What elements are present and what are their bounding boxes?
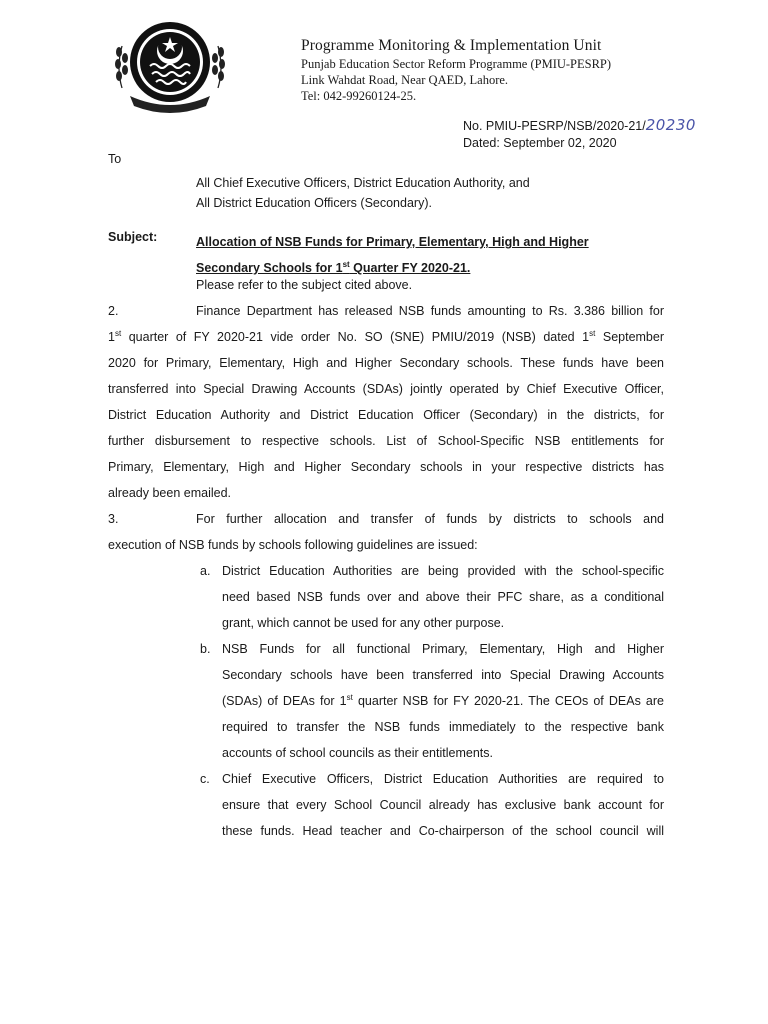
letter-date: Dated: September 02, 2020 [463,136,617,150]
list-item-label: b. [200,642,211,656]
list-item-label: a. [200,564,211,578]
addressee-list [196,173,530,213]
paragraph-text: September [595,330,664,344]
list-item-line: need based NSB funds over and above their PFC share, as a conditional [222,590,664,604]
letterhead-address: Link Wahdat Road, Near QAED, Lahore. [301,73,509,87]
paragraph-number: 3. [108,512,119,526]
to-label: To [108,152,122,166]
ordinal-suffix: st [114,330,122,338]
list-item-text: (SDAs) of DEAs for 1 [222,694,347,708]
paragraph-line: 2020 for Primary, Elementary, High and Higher Secondary schools. These funds have been [108,356,664,370]
subject-label: Subject: [108,230,158,244]
ordinal-suffix: st [589,330,596,338]
list-item-line: District Education Authorities are being provided with the school-specific [222,564,664,578]
handwritten-diary-number: 20230 [645,116,696,134]
subject-text [196,229,664,281]
addressee-line: All Chief Executive Officers, District Education Authority, and [196,176,530,190]
intro-paragraph: Please refer to the subject cited above. [196,278,413,292]
reference-block [463,117,696,152]
list-item-line: grant, which cannot be used for any other purpose. [222,616,505,630]
letterhead [301,36,611,104]
ordinal-suffix: st [346,694,353,702]
government-emblem-icon [108,18,232,114]
paragraph-line: further disbursement to respective schools. List of School-Specific NSB entitlements for [108,434,664,448]
list-item-line: these funds. Head teacher and Co-chairperson of the school council will [222,824,664,838]
list-item-text: quarter NSB for FY 2020-21. The CEOs of DEAs are [352,694,664,708]
list-item-line: required to transfer the NSB funds immediately to the respective bank [222,720,664,734]
paragraph-line: District Education Authority and District Education Officer (Secondary) in the districts, for [108,408,664,422]
reference-number [463,117,696,135]
paragraph-line [108,330,664,344]
list-item-line: accounts of school councils as their entitlements. [222,746,493,760]
list-item-line: NSB Funds for all functional Primary, Elementary, High and Higher [222,642,664,656]
paragraph-line: execution of NSB funds by schools following guidelines are issued: [108,538,478,552]
ordinal-suffix: st [342,259,350,269]
list-item-line: Secondary schools have been transferred into Special Drawing Accounts [222,668,664,682]
paragraph-text: 1 [108,330,115,344]
subject-line: Secondary Schools for 1 [196,261,343,275]
list-item-label: c. [200,772,210,786]
list-item-line: Chief Executive Officers, District Education Authorities are required to [222,772,664,786]
list-item-line: ensure that every School Council already has exclusive bank account for [222,798,664,812]
organization-name: Programme Monitoring & Implementation Unit [301,37,602,54]
paragraph-line: already been emailed. [108,486,231,500]
subject-line: Quarter FY 2020-21. [349,261,471,275]
subject-line: Allocation of NSB Funds for Primary, Elementary, High and Higher [196,235,589,249]
paragraph-number: 2. [108,304,119,318]
paragraph-line: Primary, Elementary, High and Higher Secondary schools in your respective districts has [108,460,664,474]
paragraph-line: For further allocation and transfer of funds by districts to schools and [196,512,664,526]
list-item-line [222,694,664,708]
paragraph-line: transferred into Special Drawing Accounts (SDAs) jointly operated by Chief Executive Officer, [108,382,664,396]
paragraph-text: quarter of FY 2020-21 vide order No. SO (SNE) PMIU/2019 (NSB) dated 1 [121,330,590,344]
letterhead-programme: Punjab Education Sector Reform Programme (PMIU-PESRP) [301,57,612,71]
addressee-line: All District Education Officers (Secondary). [196,196,432,210]
letterhead-telephone: Tel: 042-99260124-25. [301,89,417,103]
reference-number-text: No. PMIU-PESRP/NSB/2020-21/ [463,119,646,133]
paragraph-line: Finance Department has released NSB funds amounting to Rs. 3.386 billion for [196,304,664,318]
